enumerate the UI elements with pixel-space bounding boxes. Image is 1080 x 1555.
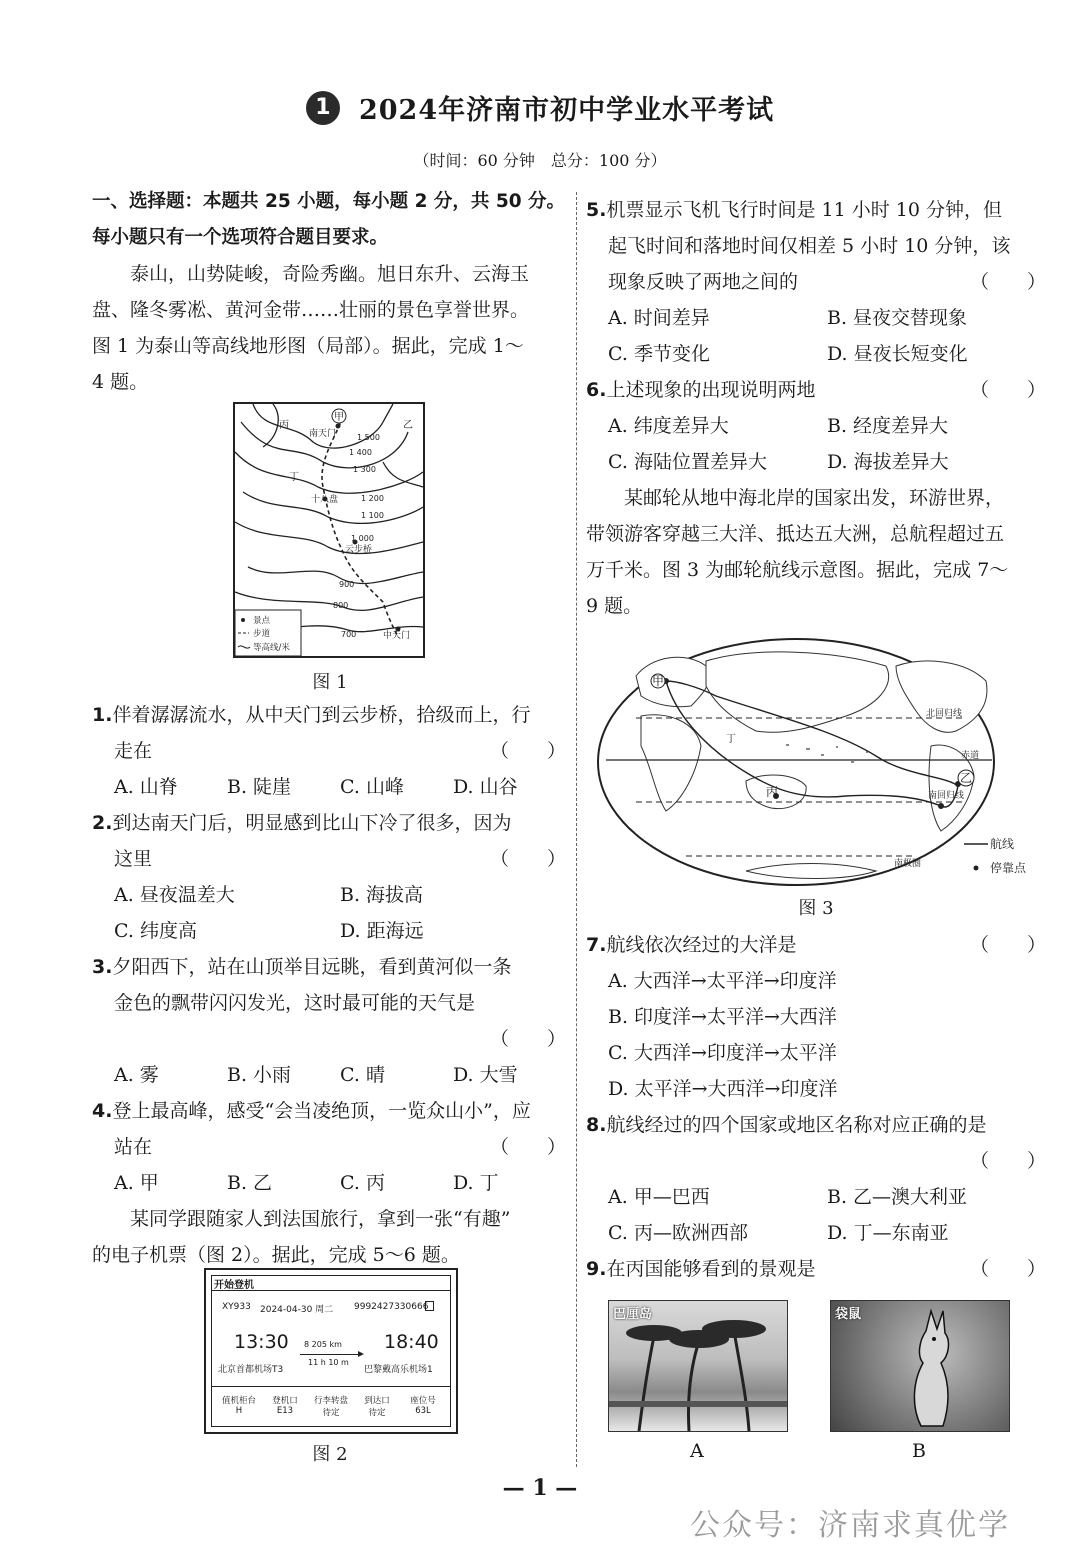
- arrow-head-icon: [358, 1351, 364, 1357]
- option-b[interactable]: B. 海拔高: [340, 884, 424, 906]
- label-shibapan: 十八盘: [311, 495, 339, 505]
- q-text: 金色的飘带闪闪发光，这时最可能的天气是: [114, 992, 476, 1014]
- q-number: 4.: [92, 1100, 113, 1122]
- legend-item: 景点: [253, 616, 271, 626]
- option-c[interactable]: C. 季节变化: [608, 343, 710, 365]
- answer-blank[interactable]: （ ）: [489, 740, 566, 762]
- q6-options-row1: [586, 408, 1046, 444]
- contour-value: 700: [341, 630, 357, 639]
- figure-2-e-ticket: [204, 1268, 458, 1434]
- world-map-svg: [596, 636, 1046, 888]
- q4-options: [92, 1165, 566, 1201]
- option-b[interactable]: B. 经度差异大: [827, 415, 949, 437]
- map-label-antarctic-circle: 南极圈: [894, 859, 922, 869]
- question-8: [586, 1107, 1046, 1143]
- left-questions: [92, 697, 566, 1273]
- watermark: 公众号：济南求真优学: [690, 1508, 1010, 1543]
- option-c[interactable]: C. 丙—欧洲西部: [608, 1222, 748, 1244]
- map-label-ding: 丁: [726, 734, 736, 745]
- contour-value: 1 400: [349, 448, 372, 457]
- map-label-equator: 赤道: [961, 751, 980, 761]
- figure-3-caption: 图 3: [798, 898, 834, 919]
- contour-value: 1 100: [361, 511, 384, 520]
- flight-duration: 11 h 10 m: [308, 1358, 349, 1367]
- field-value: H: [235, 1406, 243, 1416]
- q-text: 这里: [114, 848, 153, 870]
- q-number: 2.: [92, 812, 113, 834]
- ticket-inner-frame: [211, 1275, 451, 1427]
- option-d[interactable]: D. 距海远: [340, 920, 424, 942]
- question-3-cont: [92, 985, 566, 1021]
- arrival-airport: 巴黎戴高乐机场1: [364, 1365, 433, 1375]
- intro2-line: 的电子机票（图 2）。据此，完成 5～6 题。: [92, 1244, 460, 1266]
- ticket-info-table: [216, 1394, 446, 1418]
- q3-options: [92, 1057, 566, 1093]
- q-number: 3.: [92, 956, 113, 978]
- right-column: [586, 192, 1046, 624]
- image-b-label: B: [912, 1440, 926, 1462]
- map-label-tropic-cancer: 北回归线: [926, 709, 963, 719]
- option-b[interactable]: B. 印度洋→太平洋→大西洋: [608, 1006, 837, 1028]
- ticket-header-rule: [212, 1290, 450, 1291]
- paper-number-badge: 1: [306, 91, 340, 125]
- answer-blank[interactable]: （ ）: [969, 271, 1046, 293]
- q9-image-a-beach[interactable]: [608, 1300, 788, 1432]
- q-text: 在丙国能够看到的景观是: [606, 1258, 816, 1280]
- figure-1-caption: 图 1: [312, 672, 348, 693]
- contour-value: 1 500: [357, 433, 380, 442]
- label-zhongtianmen: 中天门: [383, 631, 411, 641]
- map-label-yi: 乙: [960, 771, 973, 785]
- exam-header: [0, 88, 1080, 127]
- flight-number: XY933: [222, 1302, 251, 1312]
- map-label-bing: 丙: [766, 785, 779, 799]
- ticket-header: 开始登机: [214, 1280, 254, 1291]
- q6-options-row2: [586, 444, 1046, 480]
- figure-3-world-map: [596, 636, 1046, 888]
- option-c[interactable]: C. 晴: [340, 1064, 385, 1086]
- label-nantianmen: 南天门: [309, 429, 337, 439]
- q-number: 9.: [586, 1258, 607, 1280]
- map-label-jia: 甲: [652, 674, 665, 688]
- field-value: 待定: [322, 1408, 340, 1418]
- option-a[interactable]: A. 甲—巴西: [608, 1186, 710, 1208]
- page-number: — 1 —: [502, 1475, 578, 1501]
- q-number: 8.: [586, 1114, 607, 1136]
- field-value: 63L: [415, 1406, 431, 1416]
- field-label: 行李转盘: [313, 1396, 348, 1406]
- option-d[interactable]: D. 丁—东南亚: [827, 1222, 949, 1244]
- option-a[interactable]: A. 雾: [114, 1064, 159, 1086]
- answer-blank[interactable]: （ ）: [969, 934, 1046, 956]
- section-heading-2: 每小题只有一个选项符合题目要求。: [92, 227, 389, 248]
- q-text: 起飞时间和落地时间仅相差 5 小时 10 分钟，该: [608, 235, 1011, 257]
- left-column: [92, 184, 566, 400]
- question-9: [586, 1251, 1046, 1287]
- intro3-line: 带领游客穿越三大洋、抵达五大洲，总航程超过五: [586, 523, 1005, 545]
- departure-airport: 北京首都机场T3: [218, 1365, 284, 1375]
- question-5-cont: [586, 264, 1046, 300]
- image-tag: 巴厘岛: [613, 1307, 653, 1322]
- option-c[interactable]: C. 大西洋→印度洋→太平洋: [608, 1042, 837, 1064]
- question-5: [586, 192, 1046, 228]
- q-text: 登上最高峰，感受“会当凌绝顶，一览众山小”，应: [112, 1100, 531, 1122]
- q-number: 6.: [586, 379, 607, 401]
- q-text: 夕阳西下，站在山顶举目远眺，看到黄河似一条: [112, 956, 512, 978]
- question-2: [92, 805, 566, 841]
- map-label-tropic-capricorn: 南回归线: [928, 791, 965, 801]
- ticket-number: 9992427330666: [354, 1302, 429, 1312]
- ticket-divider: [212, 1386, 450, 1387]
- q2-options-row1: [92, 877, 566, 913]
- question-8-paren-line: [586, 1143, 1046, 1179]
- field-label: 值机柜台: [221, 1396, 256, 1406]
- option-c[interactable]: C. 山峰: [340, 776, 404, 798]
- column-divider: [576, 192, 577, 1467]
- map-legend-route: 航线: [990, 837, 1015, 851]
- answer-blank[interactable]: （ ）: [489, 1028, 566, 1050]
- field-value: E13: [276, 1406, 294, 1416]
- option-a[interactable]: A. 时间差异: [608, 307, 710, 329]
- label-ding: 丁: [289, 472, 299, 483]
- figure-2-caption: 图 2: [312, 1444, 348, 1465]
- q-text: 伴着潺潺流水，从中天门到云步桥，拾级而上，行: [112, 704, 531, 726]
- field-label: 座位号: [410, 1396, 436, 1406]
- departure-time: 13:30: [234, 1331, 289, 1353]
- option-d[interactable]: D. 海拔差异大: [827, 451, 949, 473]
- contour-value: 1 200: [361, 494, 384, 503]
- intro3-line: 9 题。: [586, 595, 643, 617]
- exam-time-score: （时间：60 分钟 总分：100 分）: [413, 151, 667, 170]
- label-jia: 甲: [334, 412, 344, 423]
- option-d[interactable]: D. 太平洋→大西洋→印度洋: [608, 1078, 838, 1100]
- q5-options-row2: [586, 336, 1046, 372]
- contour-value: 800: [333, 601, 349, 610]
- answer-blank[interactable]: （ ）: [969, 379, 1046, 401]
- q5-options-row1: [586, 300, 1046, 336]
- intro1-line: 盘、隆冬雾凇、黄河金带……壮丽的景色享誉世界。: [92, 299, 530, 321]
- option-b[interactable]: B. 小雨: [227, 1064, 292, 1086]
- field-label: 到达口: [364, 1396, 390, 1406]
- intro1-line: 4 题。: [92, 371, 149, 393]
- option-d[interactable]: D. 山谷: [453, 776, 518, 798]
- contour-value: 900: [339, 580, 355, 589]
- legend-item: 步道: [253, 629, 271, 639]
- q-text: 现象反映了两地之间的: [608, 271, 799, 293]
- option-a[interactable]: A. 甲: [114, 1172, 159, 1194]
- option-b[interactable]: B. 陡崖: [227, 776, 292, 798]
- q-number: 7.: [586, 934, 607, 956]
- question-4-cont: [92, 1129, 566, 1165]
- option-b[interactable]: B. 乙: [227, 1172, 273, 1194]
- map-legend-port: 停靠点: [990, 861, 1027, 875]
- answer-blank[interactable]: （ ）: [489, 848, 566, 870]
- answer-blank[interactable]: （ ）: [969, 1258, 1046, 1280]
- q2-options-row2: [92, 913, 566, 949]
- question-1: [92, 697, 566, 733]
- arrival-time: 18:40: [384, 1331, 439, 1353]
- option-a[interactable]: A. 山脊: [114, 776, 178, 798]
- intro1-line: 图 1 为泰山等高线地形图（局部）。据此，完成 1～: [92, 335, 524, 357]
- option-c[interactable]: C. 海陆位置差异大: [608, 451, 767, 473]
- option-c[interactable]: C. 纬度高: [114, 920, 197, 942]
- option-a[interactable]: A. 昼夜温差大: [114, 884, 235, 906]
- question-1-cont: [92, 733, 566, 769]
- q-text: 走在: [114, 740, 153, 762]
- image-a-label: A: [690, 1440, 704, 1462]
- option-b[interactable]: B. 昼夜交替现象: [827, 307, 968, 329]
- q-text: 机票显示飞机飞行时间是 11 小时 10 分钟，但: [606, 199, 1002, 221]
- q-text: 上述现象的出现说明两地: [606, 379, 816, 401]
- option-c[interactable]: C. 丙: [340, 1172, 385, 1194]
- q-number: 5.: [586, 199, 607, 221]
- copy-icon[interactable]: [425, 1301, 434, 1311]
- intro3-line: 万千米。图 3 为邮轮航线示意图。据此，完成 7～: [586, 559, 1009, 581]
- intro1-line: 泰山，山势陡峻，奇险秀幽。旭日东升、云海玉: [130, 263, 530, 285]
- label-bing: 丙: [279, 420, 289, 431]
- flight-date: 2024-04-30 周二: [260, 1305, 334, 1315]
- intro2-line: 某同学跟随家人到法国旅行，拿到一张“有趣”: [130, 1208, 511, 1230]
- option-b[interactable]: B. 乙—澳大利亚: [827, 1186, 968, 1208]
- right-questions: [586, 927, 1046, 1287]
- label-yi: 乙: [403, 420, 413, 431]
- contour-map-svg: [233, 402, 425, 658]
- q8-options-row2: [586, 1215, 1046, 1251]
- answer-blank[interactable]: （ ）: [969, 1150, 1046, 1172]
- figure-1-contour-map: [233, 402, 425, 658]
- q-number: 1.: [92, 704, 113, 726]
- option-d[interactable]: D. 昼夜长短变化: [827, 343, 968, 365]
- question-3: [92, 949, 566, 985]
- question-4: [92, 1093, 566, 1129]
- field-label: 登机口: [272, 1396, 298, 1406]
- q-text: 站在: [114, 1136, 153, 1158]
- question-3-paren-line: [92, 1021, 566, 1057]
- q-text: 航线经过的四个国家或地区名称对应正确的是: [606, 1114, 987, 1136]
- section-heading: 一、选择题：本题共 25 小题，每小题 2 分，共 50 分。: [92, 191, 566, 212]
- question-6: [586, 372, 1046, 408]
- q8-options-row1: [586, 1179, 1046, 1215]
- q-text: 到达南天门后，明显感到比山下冷了很多，因为: [112, 812, 512, 834]
- label-yunbuqiao: 云步桥: [345, 545, 373, 555]
- option-a[interactable]: A. 纬度差异大: [608, 415, 729, 437]
- flight-distance: 8 205 km: [304, 1340, 342, 1349]
- question-7: [586, 927, 1046, 963]
- q9-image-b-kangaroo[interactable]: [830, 1300, 1010, 1432]
- image-tag: 袋鼠: [835, 1307, 862, 1322]
- question-2-cont: [92, 841, 566, 877]
- contour-value: 1 000: [351, 534, 374, 543]
- legend-item: 等高线/米: [253, 643, 290, 653]
- contour-value: 1 300: [353, 465, 376, 474]
- option-d[interactable]: D. 大雪: [453, 1064, 518, 1086]
- answer-blank[interactable]: （ ）: [489, 1136, 566, 1158]
- page-title: 2024年济南市初中学业水平考试: [358, 95, 775, 126]
- option-d[interactable]: D. 丁: [453, 1172, 499, 1194]
- q1-options: [92, 769, 566, 805]
- q-text: 航线依次经过的大洋是: [606, 934, 797, 956]
- option-a[interactable]: A. 大西洋→太平洋→印度洋: [608, 970, 837, 992]
- field-value: 待定: [368, 1408, 386, 1418]
- intro3-line: 某邮轮从地中海北岸的国家出发，环游世界，: [624, 487, 1005, 509]
- arrow-icon: [300, 1354, 362, 1355]
